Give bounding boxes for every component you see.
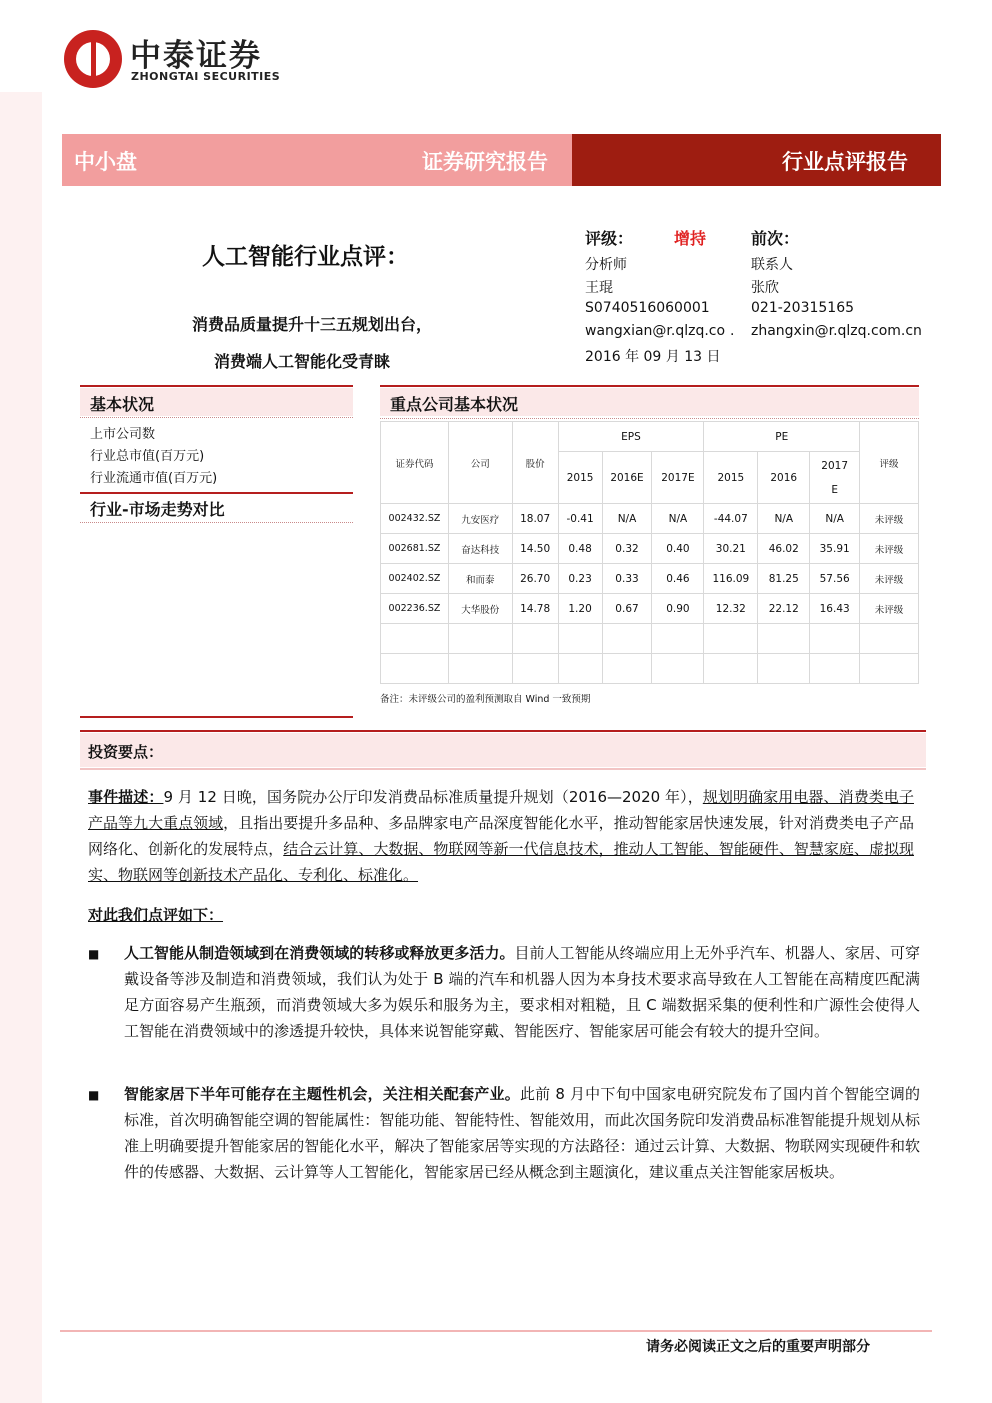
cell-code: 002236.SZ xyxy=(381,594,449,624)
contact-email[interactable]: zhangxin@r.qlzq.com.cn xyxy=(751,323,922,339)
analyst-cert-number: S0740516060001 xyxy=(585,300,710,316)
rating-value: 增持 xyxy=(674,229,707,248)
cell-eps: 0.23 xyxy=(558,564,602,594)
table-row-empty xyxy=(381,624,919,654)
footer-rule xyxy=(60,1330,932,1332)
cell-pe: -44.07 xyxy=(704,504,758,534)
cell-pe: 57.56 xyxy=(810,564,860,594)
cell-company: 奋达科技 xyxy=(448,534,512,564)
basic-section-heading: 基本状况 xyxy=(90,395,155,414)
cell-eps: 0.48 xyxy=(558,534,602,564)
companies-table xyxy=(380,421,919,684)
cell-code: 002402.SZ xyxy=(381,564,449,594)
trend-section-heading: 行业-市场走势对比 xyxy=(90,500,225,519)
banner-category: 中小盘 xyxy=(74,150,137,174)
cell-price: 14.50 xyxy=(512,534,558,564)
cell-pe: 30.21 xyxy=(704,534,758,564)
header-pe-2016: 2016 xyxy=(758,452,810,504)
event-text-underlined-1: 规划明确家用电器、消费类电子产品等九大重点领域 xyxy=(88,788,914,832)
cell-rating: 未评级 xyxy=(860,534,919,564)
bullet-point-1 xyxy=(124,940,920,1044)
header-eps-2016e: 2016E xyxy=(602,452,652,504)
cell-eps: 0.90 xyxy=(652,594,704,624)
invest-header-bg xyxy=(80,733,926,767)
header-pe-2017e: 2017 E xyxy=(810,452,860,504)
table-row-empty xyxy=(381,654,919,684)
header-eps-2017e: 2017E xyxy=(652,452,704,504)
cell-pe: 12.32 xyxy=(704,594,758,624)
cell-rating: 未评级 xyxy=(860,504,919,534)
header-code: 证券代码 xyxy=(381,422,449,504)
companies-section-divider xyxy=(380,418,919,419)
cell-price: 14.78 xyxy=(512,594,558,624)
header-eps: EPS xyxy=(558,422,704,452)
contact-name: 张欣 xyxy=(751,280,779,296)
table-row xyxy=(381,504,919,534)
bullet-2-heading: 智能家居下半年可能存在主题性机会，关注相关配套产业。 xyxy=(124,1085,520,1103)
left-margin-strip xyxy=(0,92,42,1403)
event-text-1: 9 月 12 日晚，国务院办公厅印发消费品标准质量提升规划（2016—2020 年）， xyxy=(163,788,703,806)
invest-section-heading: 投资要点： xyxy=(88,743,164,761)
analyst-email[interactable]: wangxian@r.qlzq.co xyxy=(585,323,726,339)
cell-pe: 22.12 xyxy=(758,594,810,624)
cell-company: 大华股份 xyxy=(448,594,512,624)
invest-header-underline xyxy=(80,768,926,770)
event-text-2: ，且指出要提升多品种、多品牌家电产品深度智能化水平，推动智能家居快速发展，针对消费类电子产品网络化、创新化的发展特点， xyxy=(88,814,914,858)
bullet-2-text: 此前 8 月中下旬中国家电研究院发布了国内首个智能空调的标准，首次明确智能空调的智能属性：智能功能、智能特性、智能效用，而此次国务院印发消费品标准智能提升规划从标准上明确要提升智能家居的智能化水平，解决了智能家居等实现的方法路径：通过云计算、大数据、物联网实现硬件和软件的传感器、大数据、云计算等人工智能化，智能家居已经从概念到主题演化，建议重点关注智能家居板块。 xyxy=(124,1085,920,1181)
header-price: 股价 xyxy=(512,422,558,504)
logo-english-name: ZHONGTAI SECURITIES xyxy=(131,70,281,83)
trend-section-top-rule xyxy=(80,492,353,494)
cell-eps: 0.33 xyxy=(602,564,652,594)
logo-emblem-icon xyxy=(64,30,122,88)
cell-price: 18.07 xyxy=(512,504,558,534)
cell-pe: 46.02 xyxy=(758,534,810,564)
basic-section-divider xyxy=(80,417,353,418)
banner-report-type: 证券研究报告 xyxy=(422,150,548,174)
footer-disclaimer: 请务必阅读正文之后的重要声明部分 xyxy=(646,1339,870,1355)
cell-eps: 0.46 xyxy=(652,564,704,594)
header-pe: PE xyxy=(704,422,860,452)
report-subtitle-line-2: 消费端人工智能化受青睐 xyxy=(214,352,391,371)
event-description xyxy=(88,784,914,888)
bullet-1-text: 目前人工智能从终端应用上无外乎汽车、机器人、家居、可穿戴设备等涉及制造和消费领域，我们认为处于 B 端的汽车和机器人因为本身技术要求高导致在人工智能在高精度匹配满足方面容易产生瓶颈，而消费领域大多为娱乐和服务为主，要求相对粗糙，且 C 端数据采集的便利性和广源性会使得人工智能在消费领域中的渗透提升较快，具体来说智能穿戴、智能医疗、智能家居可能会有较大的提升空间。 xyxy=(124,944,920,1040)
cell-code: 002681.SZ xyxy=(381,534,449,564)
contact-phone: 021-20315165 xyxy=(751,300,855,316)
comment-heading: 对此我们点评如下： xyxy=(88,906,224,924)
cell-pe: 116.09 xyxy=(704,564,758,594)
cell-eps: N/A xyxy=(652,504,704,534)
event-label: 事件描述： xyxy=(88,788,164,806)
companies-section-top-rule xyxy=(380,385,919,387)
bullet-1-heading: 人工智能从制造领域到在消费领域的转移或释放更多活力。 xyxy=(124,944,515,962)
header-pe-2015: 2015 xyxy=(704,452,758,504)
company-logo xyxy=(62,28,292,92)
cell-eps: 0.32 xyxy=(602,534,652,564)
invest-section-top-rule xyxy=(80,730,926,732)
bullet-square-icon: ■ xyxy=(88,947,100,961)
report-banner xyxy=(62,134,941,186)
analyst-name: 王琨 xyxy=(585,280,613,296)
cell-eps: 0.40 xyxy=(652,534,704,564)
cell-pe: 35.91 xyxy=(810,534,860,564)
left-column-bottom-rule xyxy=(80,716,353,718)
cell-pe: N/A xyxy=(810,504,860,534)
table-row xyxy=(381,534,919,564)
bullet-square-icon: ■ xyxy=(88,1088,100,1102)
cell-rating: 未评级 xyxy=(860,564,919,594)
table-note: 备注：未评级公司的盈利预测取自 Wind 一致预期 xyxy=(380,694,591,705)
table-row xyxy=(381,594,919,624)
table-row xyxy=(381,564,919,594)
contact-role: 联系人 xyxy=(751,257,793,273)
previous-rating-label: 前次： xyxy=(751,229,800,248)
cell-eps: 1.20 xyxy=(558,594,602,624)
cell-company: 九安医疗 xyxy=(448,504,512,534)
cell-price: 26.70 xyxy=(512,564,558,594)
basic-item-total-market-value: 行业总市值(百万元) xyxy=(90,449,205,464)
cell-pe: 81.25 xyxy=(758,564,810,594)
email-separator: . xyxy=(730,323,735,339)
event-text-underlined-2: 结合云计算、大数据、物联网等新一代信息技术，推动人工智能、智能硬件、智慧家庭、虚拟现实、物联网等创新技术产品化、专利化、标准化。 xyxy=(88,840,914,884)
cell-code: 002432.SZ xyxy=(381,504,449,534)
header-rating: 评级 xyxy=(860,422,919,504)
report-subtitle-line-1: 消费品质量提升十三五规划出台， xyxy=(192,315,433,334)
report-title: 人工智能行业点评： xyxy=(202,244,409,270)
logo-chinese-name: 中泰证券 xyxy=(130,38,262,74)
cell-pe: N/A xyxy=(758,504,810,534)
basic-item-listed-companies: 上市公司数 xyxy=(90,427,156,442)
cell-rating: 未评级 xyxy=(860,594,919,624)
bullet-point-2 xyxy=(124,1081,920,1185)
trend-section-divider xyxy=(80,522,353,523)
cell-pe: 16.43 xyxy=(810,594,860,624)
basic-item-float-market-value: 行业流通市值(百万元) xyxy=(90,471,218,486)
banner-report-subtype: 行业点评报告 xyxy=(782,150,908,174)
cell-eps: N/A xyxy=(602,504,652,534)
basic-section-top-rule xyxy=(80,385,353,387)
cell-eps: -0.41 xyxy=(558,504,602,534)
cell-company: 和而泰 xyxy=(448,564,512,594)
companies-section-heading: 重点公司基本状况 xyxy=(390,395,519,414)
header-eps-2015: 2015 xyxy=(558,452,602,504)
cell-eps: 0.67 xyxy=(602,594,652,624)
rating-label: 评级： xyxy=(585,229,634,248)
analyst-role: 分析师 xyxy=(585,257,627,273)
report-date: 2016 年 09 月 13 日 xyxy=(585,349,721,365)
header-company: 公司 xyxy=(448,422,512,504)
